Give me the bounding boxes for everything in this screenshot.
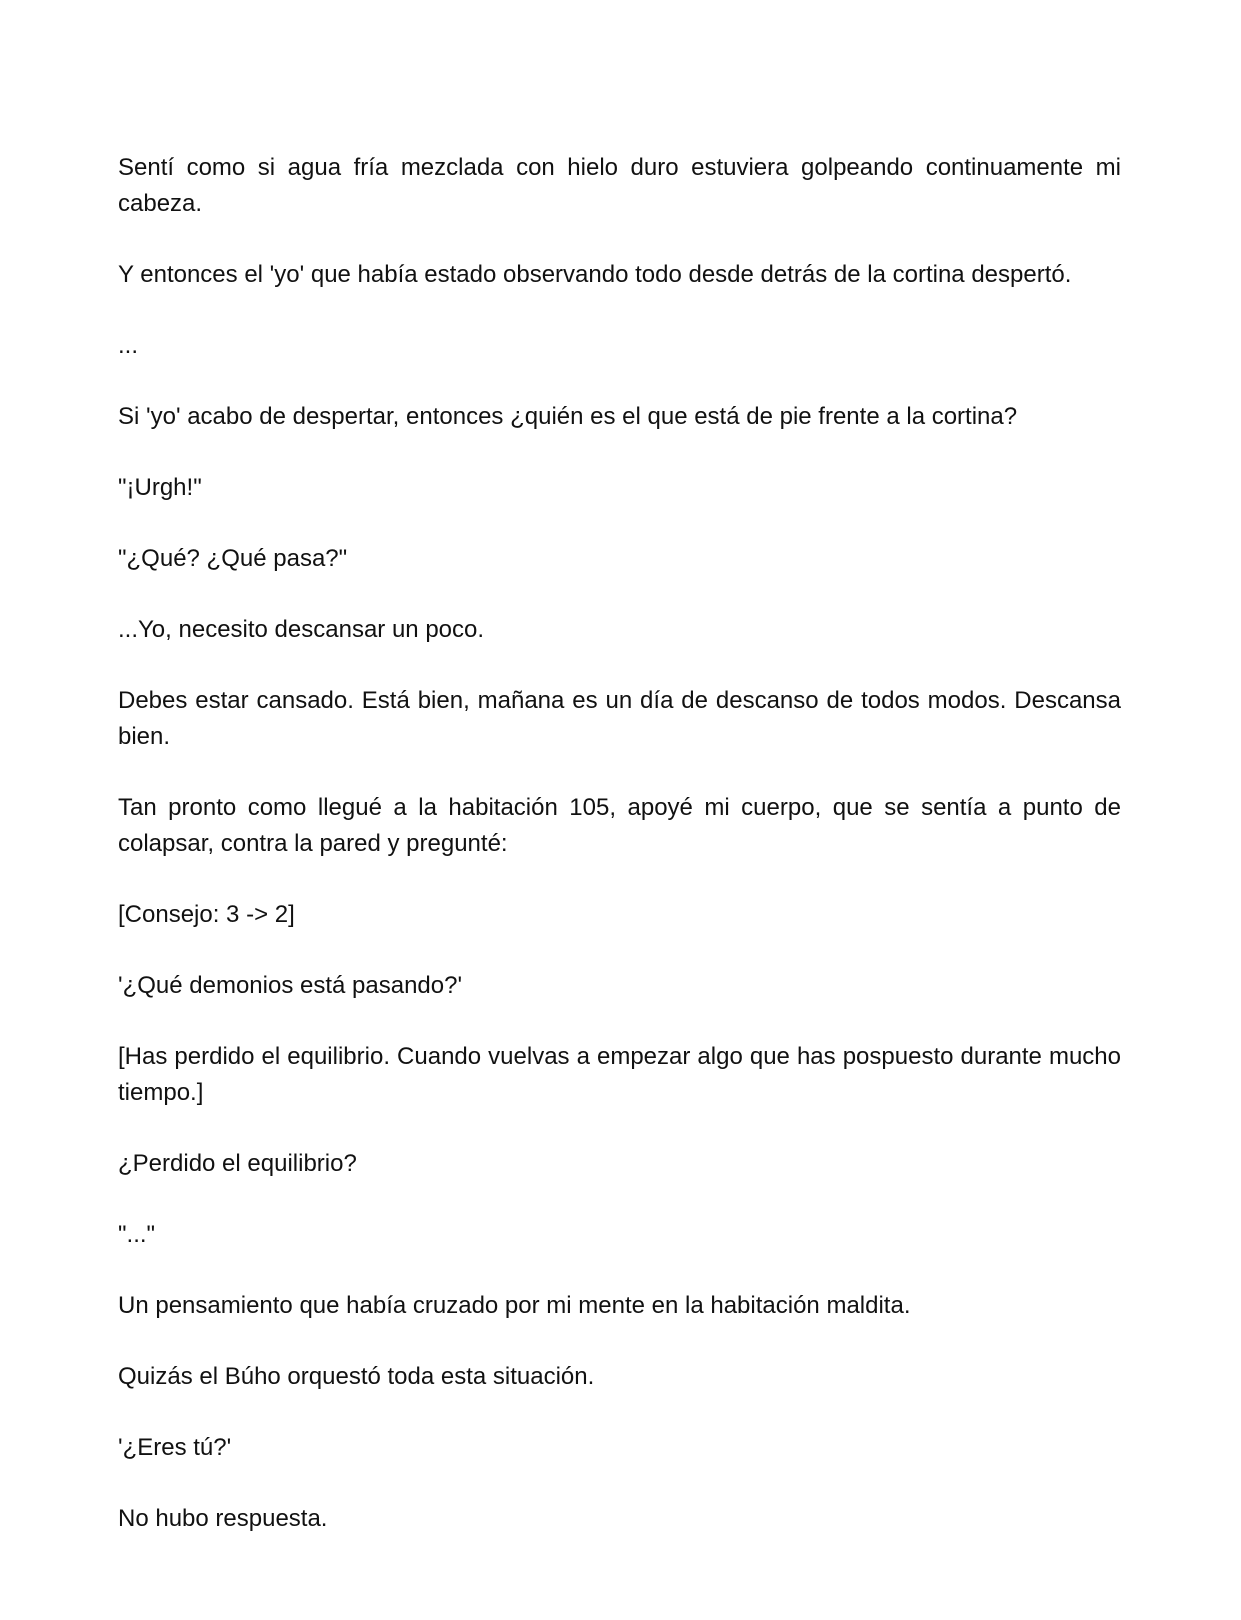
paragraph: Tan pronto como llegué a la habitación 105, apoyé mi cuerpo, que se sentía a punto de colapsar, contra la pared y pregunté: (118, 794, 1121, 857)
paragraph: ... (118, 332, 139, 359)
paragraph: ¿Perdido el equilibrio? (118, 1150, 357, 1177)
document-body (118, 150, 1121, 1572)
paragraph: "¡Urgh!" (118, 474, 202, 501)
paragraph: [Has perdido el equilibrio. Cuando vuelvas a empezar algo que has pospuesto durante mucho tiempo.] (118, 1043, 1121, 1106)
paragraph: ...Yo, necesito descansar un poco. (118, 616, 485, 643)
paragraph: [Consejo: 3 -> 2] (118, 901, 295, 928)
paragraph: Quizás el Búho orquestó toda esta situación. (118, 1363, 595, 1390)
paragraph: Un pensamiento que había cruzado por mi mente en la habitación maldita. (118, 1292, 911, 1319)
paragraph: '¿Qué demonios está pasando?' (118, 972, 463, 999)
paragraph: Si 'yo' acabo de despertar, entonces ¿quién es el que está de pie frente a la cortina? (118, 403, 1018, 430)
paragraph: No hubo respuesta. (118, 1505, 328, 1532)
paragraph: "..." (118, 1221, 156, 1248)
paragraph: "¿Qué? ¿Qué pasa?" (118, 545, 348, 572)
paragraph: Sentí como si agua fría mezclada con hielo duro estuviera golpeando continuamente mi cabeza. (118, 154, 1121, 217)
paragraph: Debes estar cansado. Está bien, mañana es un día de descanso de todos modos. Descansa bien. (118, 687, 1121, 750)
paragraph: '¿Eres tú?' (118, 1434, 232, 1461)
paragraph: Y entonces el 'yo' que había estado observando todo desde detrás de la cortina despertó. (118, 261, 1072, 288)
